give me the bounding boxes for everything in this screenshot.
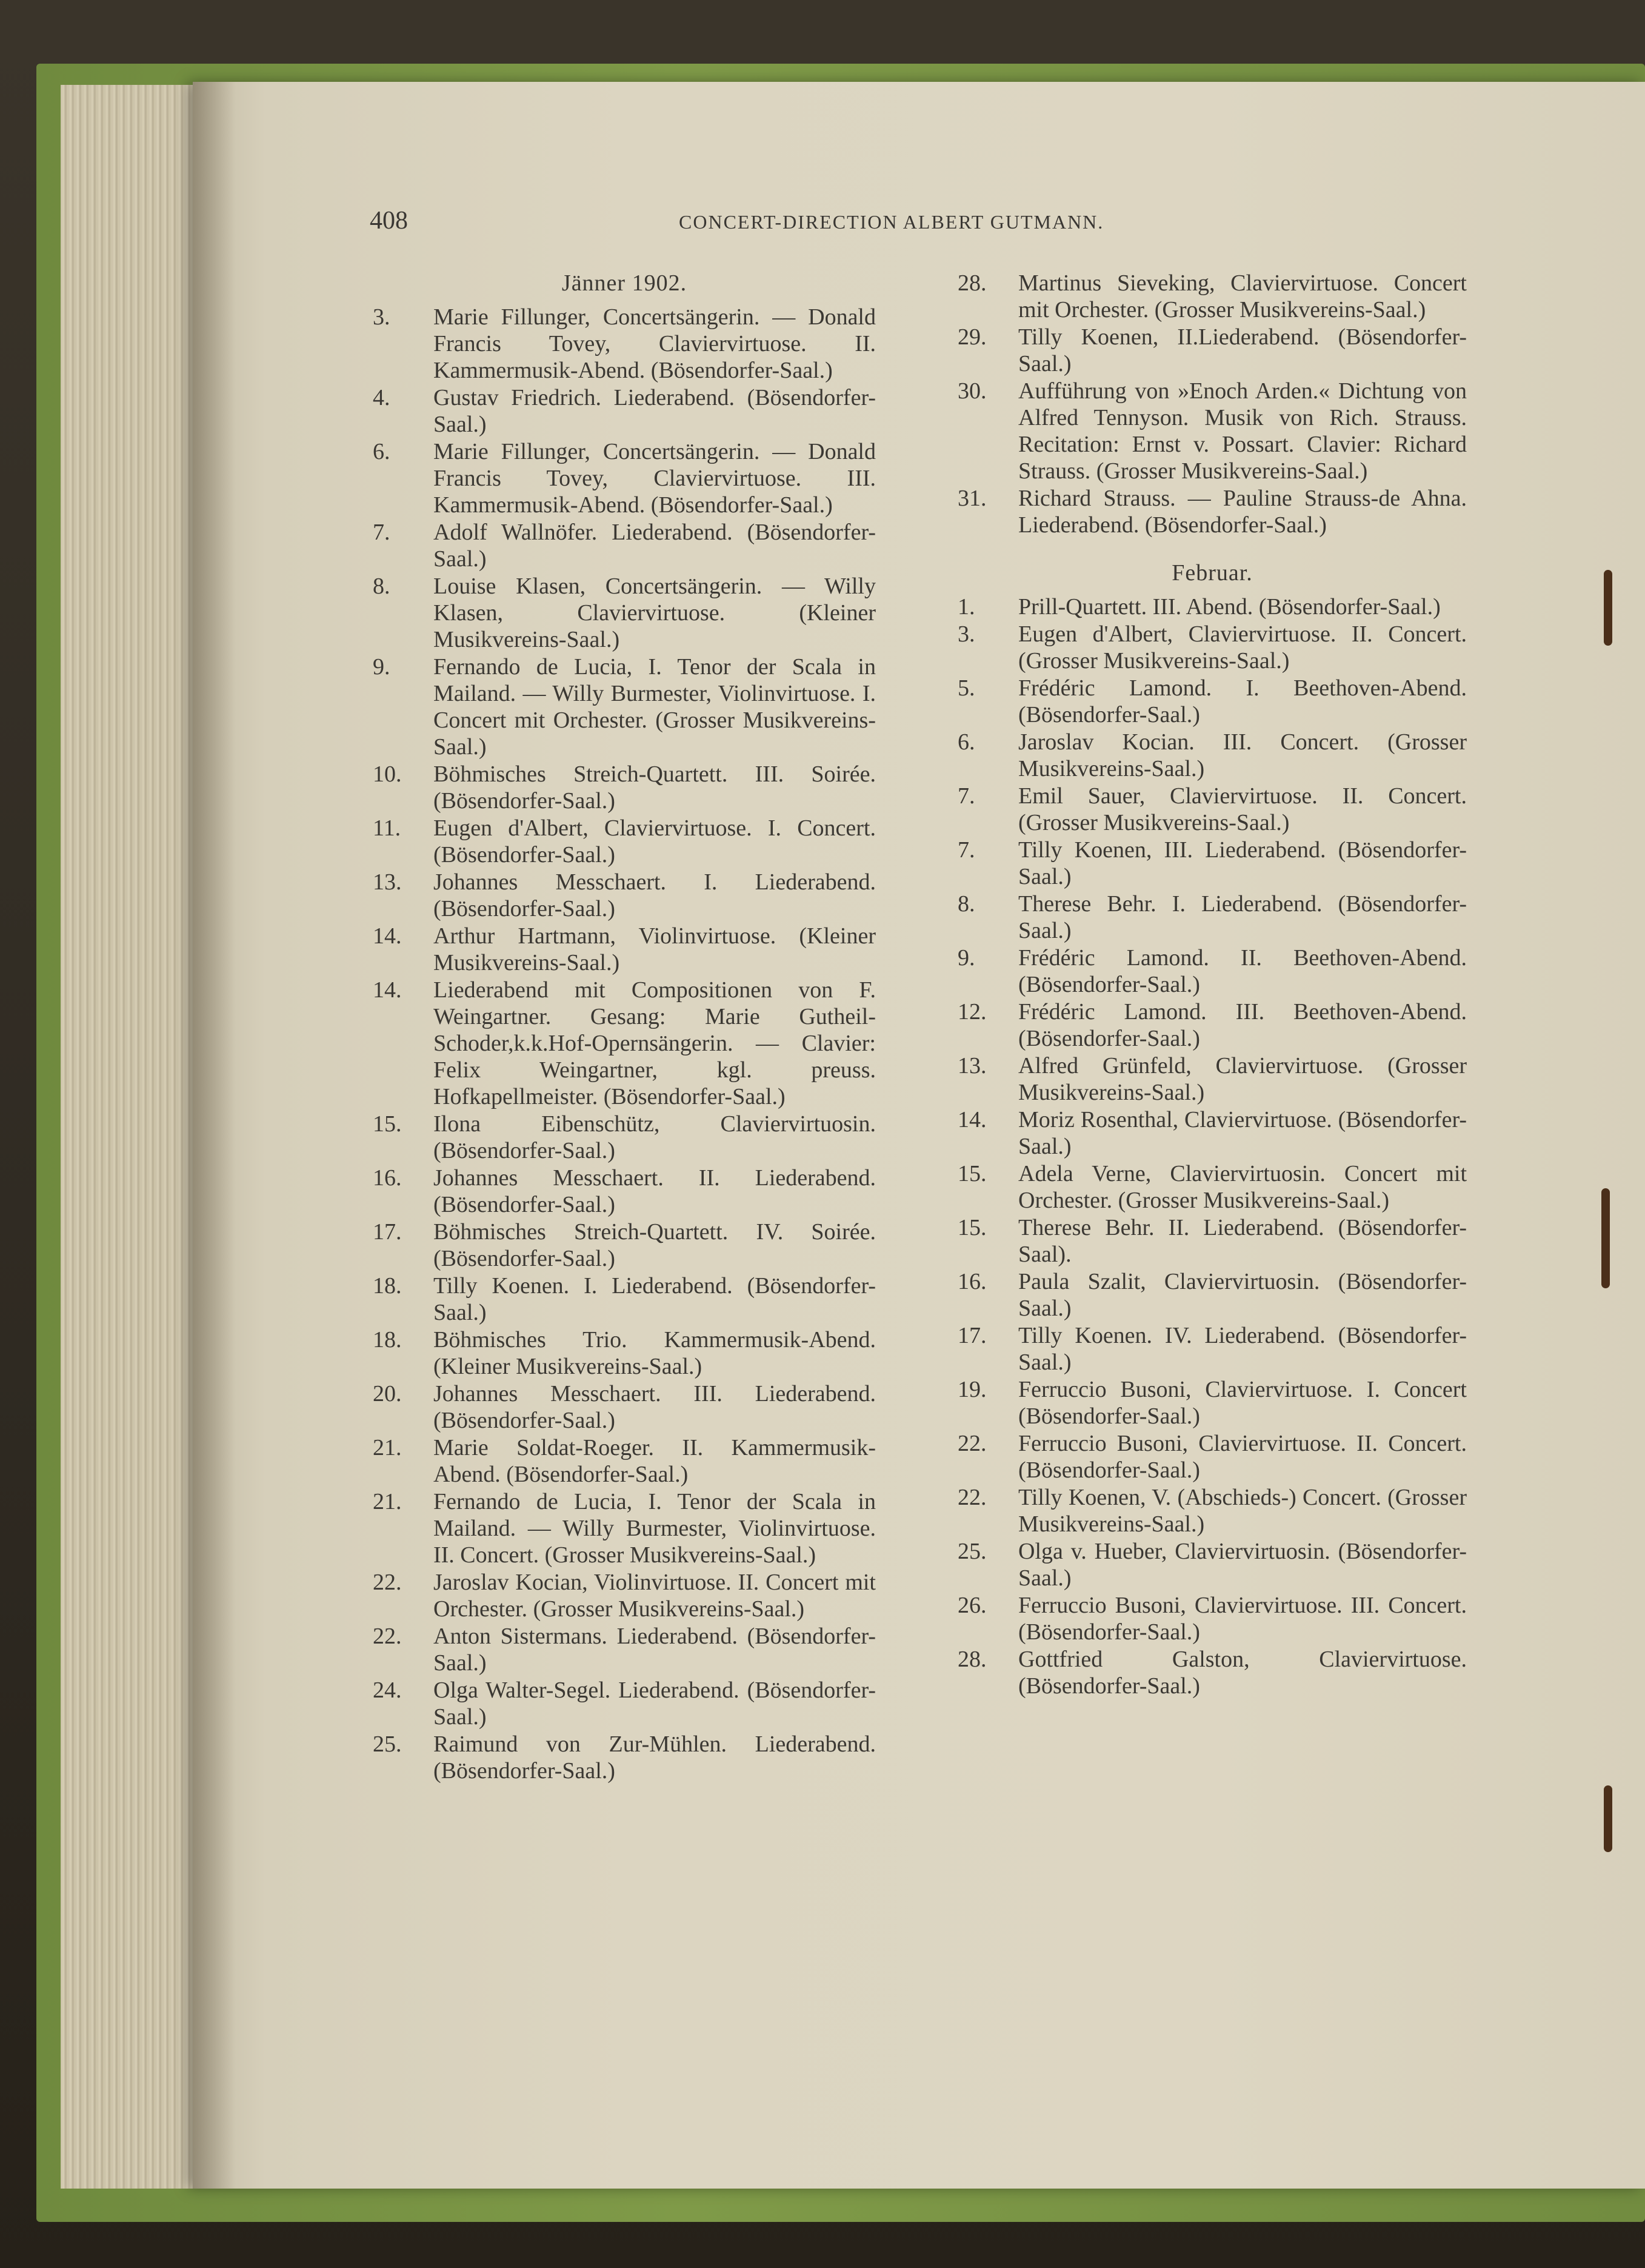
concert-entry [958, 729, 1467, 782]
concert-entry [958, 891, 1467, 944]
ribbon-marker [1604, 570, 1612, 646]
concert-entry [958, 783, 1467, 836]
entry-list [958, 270, 1467, 538]
concert-entry [373, 1434, 876, 1488]
entry-text: Tilly Koenen, III. Liederabend. (Bösendorfer-Saal.) [1018, 837, 1467, 889]
entry-text: Böhmisches Streich-Quartett. IV. Soirée. (Bösendorfer-Saal.) [433, 1219, 876, 1271]
concert-entry [373, 1731, 876, 1784]
entry-date: 1. [958, 594, 975, 620]
entry-text: Tilly Koenen. IV. Liederabend. (Bösendorfer-Saal.) [1018, 1323, 1467, 1375]
entry-text: Jaroslav Kocian. III. Concert. (Grosser Musikvereins-Saal.) [1018, 729, 1467, 781]
entry-date: 29. [958, 324, 987, 350]
concert-entry [373, 1165, 876, 1218]
entry-date: 19. [958, 1377, 987, 1402]
entry-text: Prill-Quartett. III. Abend. (Bösendorfer-Saal.) [1018, 594, 1441, 620]
entry-list [373, 304, 876, 1784]
entry-date: 17. [373, 1219, 402, 1245]
concert-entry [958, 1592, 1467, 1645]
entry-date: 28. [958, 1647, 987, 1672]
entry-text: Gustav Friedrich. Liederabend. (Bösendorfer-Saal.) [433, 385, 876, 437]
entry-date: 13. [958, 1053, 987, 1079]
entry-text: Jaroslav Kocian, Violinvirtuose. II. Concert mit Orchester. (Grosser Musikvereins-Saal.) [433, 1570, 876, 1622]
entry-date: 10. [373, 761, 402, 787]
entry-text: Marie Fillunger, Concertsängerin. — Donald Francis Tovey, Claviervirtuose. II. Kammermusik-Abend. (Bösendorfer-Saal.) [433, 304, 876, 383]
concert-entry [958, 485, 1467, 538]
entry-text: Frédéric Lamond. I. Beethoven-Abend. (Bösendorfer-Saal.) [1018, 675, 1467, 728]
concert-entry [373, 654, 876, 760]
entry-text: Therese Behr. II. Liederabend. (Bösendorfer-Saal). [1018, 1215, 1467, 1267]
concert-entry [373, 1623, 876, 1676]
concert-entry [373, 304, 876, 384]
entry-date: 3. [373, 304, 390, 330]
entry-date: 7. [958, 783, 975, 809]
entry-date: 22. [958, 1431, 987, 1456]
entry-date: 18. [373, 1327, 402, 1353]
concert-entry [958, 621, 1467, 674]
entry-text: Marie Fillunger, Concertsängerin. — Donald Francis Tovey, Claviervirtuose. III. Kammermusik-Abend. (Bösendorfer-Saal.) [433, 439, 876, 518]
entry-text: Böhmisches Trio. Kammermusik-Abend. (Kleiner Musikvereins-Saal.) [433, 1327, 876, 1379]
entry-text: Adolf Wallnöfer. Liederabend. (Bösendorfer-Saal.) [433, 520, 876, 572]
page-edges [61, 85, 212, 2189]
concert-entry [958, 1484, 1467, 1537]
entry-text: Tilly Koenen, II.Liederabend. (Bösendorfer-Saal.) [1018, 324, 1467, 376]
entry-date: 15. [958, 1161, 987, 1186]
entry-text: Liederabend mit Compositionen von F. Weingartner. Gesang: Marie Gutheil-Schoder,k.k.Hof-Opernsängerin. — Clavier: Felix Weingartner, kgl. preuss. Hofkapellmeister. (Bösendorfer-Saal.) [433, 977, 876, 1109]
concert-entry [373, 1273, 876, 1326]
concert-entry [958, 945, 1467, 998]
entry-text: Louise Klasen, Concertsängerin. — Willy Klasen, Claviervirtuose. (Kleiner Musikvereins-Saal.) [433, 574, 876, 652]
entry-date: 14. [958, 1107, 987, 1132]
concert-entry [373, 1380, 876, 1434]
entry-date: 11. [373, 815, 401, 841]
entry-text: Arthur Hartmann, Violinvirtuose. (Kleiner Musikvereins-Saal.) [433, 923, 876, 975]
entry-date: 30. [958, 378, 987, 404]
entry-date: 6. [373, 439, 390, 464]
concert-entry [958, 837, 1467, 890]
concert-entry [958, 1646, 1467, 1699]
entry-date: 4. [373, 385, 390, 410]
entry-text: Fernando de Lucia, I. Tenor der Scala in Mailand. — Willy Burmester, Violinvirtuose. I. Concert mit Orchester. (Grosser Musikvereins-Saal.) [433, 654, 876, 760]
entry-text: Alfred Grünfeld, Claviervirtuose. (Grosser Musikvereins-Saal.) [1018, 1053, 1467, 1105]
entry-text: Tilly Koenen. I. Liederabend. (Bösendorfer-Saal.) [433, 1273, 876, 1325]
entry-text: Johannes Messchaert. II. Liederabend. (Bösendorfer-Saal.) [433, 1165, 876, 1217]
entry-date: 5. [958, 675, 975, 701]
entry-text: Frédéric Lamond. III. Beethoven-Abend. (Bösendorfer-Saal.) [1018, 999, 1467, 1051]
section-spacer [958, 539, 1467, 560]
entry-text: Ferruccio Busoni, Claviervirtuose. II. Concert. (Bösendorfer-Saal.) [1018, 1431, 1467, 1483]
entry-text: Böhmisches Streich-Quartett. III. Soirée. (Bösendorfer-Saal.) [433, 761, 876, 814]
concert-entry [958, 1214, 1467, 1268]
entry-text: Gottfried Galston, Claviervirtuose. (Bösendorfer-Saal.) [1018, 1647, 1467, 1699]
month-heading: Februar. [1172, 560, 1253, 586]
entry-date: 22. [958, 1485, 987, 1510]
entry-date: 24. [373, 1678, 402, 1703]
entry-text: Ilona Eibenschütz, Claviervirtuosin. (Bösendorfer-Saal.) [433, 1111, 876, 1163]
entry-date: 16. [373, 1165, 402, 1191]
page-gutter-shadow [193, 82, 235, 2189]
concert-entry [373, 1569, 876, 1622]
ribbon-marker [1604, 1785, 1612, 1852]
month-heading: Jänner 1902. [561, 270, 687, 296]
entry-date: 9. [958, 945, 975, 971]
entry-date: 14. [373, 923, 402, 949]
entry-text: Martinus Sieveking, Claviervirtuose. Concert mit Orchester. (Grosser Musikvereins-Saal.) [1018, 270, 1467, 323]
running-title: CONCERT-DIRECTION ALBERT GUTMANN. [679, 211, 1104, 233]
entry-date: 15. [958, 1215, 987, 1240]
entry-text: Tilly Koenen, V. (Abschieds-) Concert. (Grosser Musikvereins-Saal.) [1018, 1485, 1467, 1537]
concert-entry [373, 1677, 876, 1730]
concert-entry [373, 573, 876, 653]
concert-entry [958, 1106, 1467, 1160]
concert-entry [373, 815, 876, 868]
concert-entry [958, 999, 1467, 1052]
entry-date: 22. [373, 1624, 402, 1649]
entry-date: 7. [373, 520, 390, 545]
entry-text: Emil Sauer, Claviervirtuose. II. Concert. (Grosser Musikvereins-Saal.) [1018, 783, 1467, 835]
concert-entry [958, 324, 1467, 377]
concert-entry [373, 438, 876, 518]
right-column [958, 270, 1467, 1700]
entry-text: Paula Szalit, Claviervirtuosin. (Bösendorfer-Saal.) [1018, 1269, 1467, 1321]
entry-date: 15. [373, 1111, 402, 1137]
entry-date: 3. [958, 621, 975, 647]
concert-entry [958, 1538, 1467, 1591]
entry-text: Raimund von Zur-Mühlen. Liederabend. (Bösendorfer-Saal.) [433, 1731, 876, 1784]
entry-text: Johannes Messchaert. I. Liederabend. (Bösendorfer-Saal.) [433, 869, 876, 922]
entry-date: 13. [373, 869, 402, 895]
entry-date: 14. [373, 977, 402, 1003]
entry-date: 12. [958, 999, 987, 1025]
concert-entry [958, 1430, 1467, 1484]
entry-date: 16. [958, 1269, 987, 1294]
entry-text: Fernando de Lucia, I. Tenor der Scala in Mailand. — Willy Burmester, Violinvirtuose. II. Concert. (Grosser Musikvereins-Saal.) [433, 1489, 876, 1568]
entry-text: Eugen d'Albert, Claviervirtuose. II. Concert. (Grosser Musikvereins-Saal.) [1018, 621, 1467, 674]
concert-entry [958, 675, 1467, 728]
entry-text: Ferruccio Busoni, Claviervirtuose. I. Concert (Bösendorfer-Saal.) [1018, 1377, 1467, 1429]
page-number: 408 [370, 207, 408, 235]
entry-date: 31. [958, 486, 987, 511]
entry-text: Therese Behr. I. Liederabend. (Bösendorfer-Saal.) [1018, 891, 1467, 943]
entry-date: 20. [373, 1381, 402, 1407]
entry-text: Richard Strauss. — Pauline Strauss-de Ahna. Liederabend. (Bösendorfer-Saal.) [1018, 486, 1467, 538]
entry-date: 18. [373, 1273, 402, 1299]
entry-text: Frédéric Lamond. II. Beethoven-Abend. (Bösendorfer-Saal.) [1018, 945, 1467, 997]
entry-date: 9. [373, 654, 390, 680]
concert-entry [373, 1111, 876, 1164]
concert-entry [373, 1488, 876, 1568]
concert-entry [373, 1326, 876, 1380]
entry-text: Olga Walter-Segel. Liederabend. (Bösendorfer-Saal.) [433, 1678, 876, 1730]
concert-entry [958, 1322, 1467, 1376]
concert-entry [958, 1160, 1467, 1214]
page-header [370, 206, 1255, 243]
concert-entry [958, 1268, 1467, 1322]
entry-text: Adela Verne, Claviervirtuosin. Concert mit Orchester. (Grosser Musikvereins-Saal.) [1018, 1161, 1467, 1213]
entry-text: Aufführung von »Enoch Arden.« Dichtung von Alfred Tennyson. Musik von Rich. Strauss. Recitation: Ernst v. Possart. Clavier: Richard Strauss. (Grosser Musikvereins-Saal.) [1018, 378, 1467, 484]
concert-entry [958, 378, 1467, 484]
entry-date: 25. [373, 1731, 402, 1757]
entry-text: Johannes Messchaert. III. Liederabend. (Bösendorfer-Saal.) [433, 1381, 876, 1433]
entry-date: 25. [958, 1539, 987, 1564]
entry-text: Eugen d'Albert, Claviervirtuose. I. Concert. (Bösendorfer-Saal.) [433, 815, 876, 868]
left-column [373, 270, 876, 1785]
entry-text: Marie Soldat-Roeger. II. Kammermusik-Abend. (Bösendorfer-Saal.) [433, 1435, 876, 1487]
entry-date: 7. [958, 837, 975, 863]
entry-text: Moriz Rosenthal, Claviervirtuose. (Bösendorfer-Saal.) [1018, 1107, 1467, 1159]
concert-entry [958, 1052, 1467, 1106]
entry-date: 8. [373, 574, 390, 599]
concert-entry [373, 977, 876, 1110]
concert-entry [958, 1376, 1467, 1430]
concert-entry [958, 270, 1467, 323]
concert-entry [373, 519, 876, 572]
entry-date: 21. [373, 1435, 402, 1460]
ribbon-marker [1601, 1188, 1610, 1288]
entry-date: 28. [958, 270, 987, 296]
concert-entry [373, 923, 876, 976]
concert-entry [373, 1219, 876, 1272]
entry-date: 26. [958, 1593, 987, 1618]
entry-date: 6. [958, 729, 975, 755]
entry-date: 17. [958, 1323, 987, 1348]
entry-date: 8. [958, 891, 975, 917]
entry-text: Anton Sistermans. Liederabend. (Bösendorfer-Saal.) [433, 1624, 876, 1676]
entry-text: Ferruccio Busoni, Claviervirtuose. III. Concert. (Bösendorfer-Saal.) [1018, 1593, 1467, 1645]
concert-entry [373, 384, 876, 438]
entry-date: 22. [373, 1570, 402, 1595]
entry-date: 21. [373, 1489, 402, 1514]
entry-list [958, 594, 1467, 1699]
concert-entry [958, 594, 1467, 620]
entry-text: Olga v. Hueber, Claviervirtuosin. (Bösendorfer-Saal.) [1018, 1539, 1467, 1591]
concert-entry [373, 761, 876, 814]
concert-entry [373, 869, 876, 922]
